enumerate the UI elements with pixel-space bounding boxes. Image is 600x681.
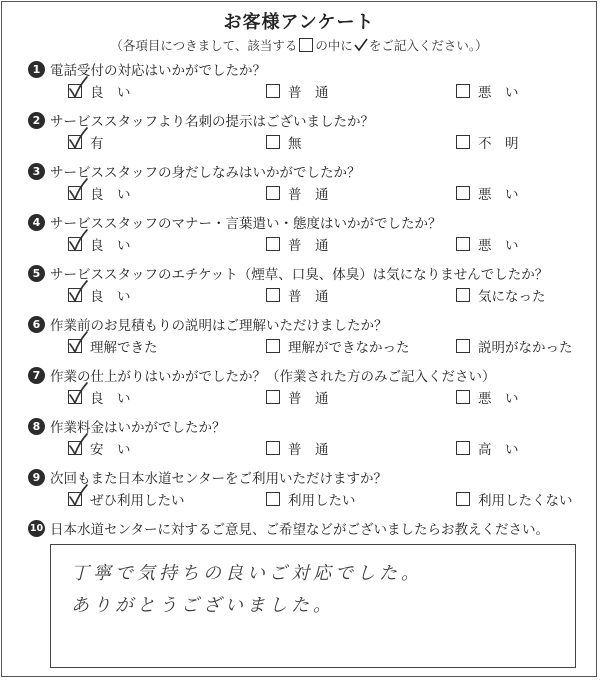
answer-options [28, 334, 588, 356]
handwritten-answer-line-2: ありがとうございました。 [71, 595, 335, 616]
checkmark-icon [67, 484, 89, 508]
option-label: 高 い [478, 442, 519, 458]
answer-options [28, 487, 588, 509]
question-2-line [28, 110, 588, 130]
option-label: 理解ができなかった [288, 340, 410, 356]
answer-options [28, 79, 588, 101]
option-3[interactable] [456, 438, 548, 458]
option-2[interactable] [266, 183, 368, 203]
option-3[interactable] [456, 183, 548, 203]
option-label: 利用したくない [478, 493, 573, 509]
checkbox[interactable] [456, 84, 470, 98]
option-label: 無 [288, 136, 302, 152]
option-1[interactable] [68, 183, 163, 203]
question-7-line [28, 365, 588, 385]
question-5 [28, 263, 588, 305]
option-label: 良 い [90, 187, 131, 203]
checkbox[interactable] [266, 390, 280, 404]
option-label: ぜひ利用したい [90, 493, 185, 509]
answer-options [28, 130, 588, 152]
question-10 [28, 518, 588, 538]
checkbox[interactable] [68, 492, 82, 506]
question-number-badge: 1 [28, 61, 45, 78]
instruction-middle: の中に [315, 38, 353, 53]
option-2[interactable] [266, 438, 368, 458]
checkbox[interactable] [456, 135, 470, 149]
question-text: 電話受付の対応はいかがでしたか？ [50, 63, 266, 79]
checkbox[interactable] [456, 186, 470, 200]
checkbox[interactable] [266, 84, 280, 98]
checkbox[interactable] [68, 186, 82, 200]
checkmark-icon [67, 127, 89, 151]
option-label: 良 い [90, 289, 131, 305]
question-text: サービススタッフより名刺の提示はございましたか？ [50, 114, 374, 130]
question-text: 作業前のお見積もりの説明はご理解いただけましたか？ [50, 318, 388, 334]
option-3[interactable] [456, 285, 548, 305]
checkbox[interactable] [68, 237, 82, 251]
checkbox[interactable] [266, 135, 280, 149]
answer-options [28, 385, 588, 407]
question-number-badge: 4 [28, 214, 45, 231]
option-1[interactable] [68, 387, 163, 407]
checkbox[interactable] [68, 441, 82, 455]
option-1[interactable] [68, 438, 163, 458]
option-2[interactable] [266, 132, 368, 152]
handwritten-answer-line-1: 丁寧で気持ちの良いご対応でした。 [71, 563, 423, 584]
option-label: 良 い [90, 85, 131, 101]
option-1[interactable] [68, 81, 163, 101]
checkbox[interactable] [456, 492, 470, 506]
option-label: 有 [90, 136, 104, 152]
checkbox[interactable] [266, 288, 280, 302]
checkbox[interactable] [456, 237, 470, 251]
option-label: 利用したい [288, 493, 356, 509]
option-label: 悪 い [478, 391, 519, 407]
question-6 [28, 314, 588, 356]
question-2 [28, 110, 588, 152]
option-3[interactable] [456, 489, 573, 509]
checkmark-icon [67, 229, 89, 253]
checkbox[interactable] [68, 288, 82, 302]
question-8 [28, 416, 588, 458]
option-1[interactable] [68, 285, 163, 305]
option-2[interactable] [266, 81, 368, 101]
answer-options [28, 232, 588, 254]
question-text: 作業の仕上がりはいかがでしたか？（作業された方のみご記入ください） [50, 369, 496, 385]
survey-sheet [1, 1, 597, 677]
option-label: 不 明 [478, 136, 519, 152]
option-3[interactable] [456, 234, 548, 254]
option-label: 普 通 [288, 85, 329, 101]
option-3[interactable] [456, 81, 548, 101]
option-label: 悪 い [478, 187, 519, 203]
question-9 [28, 467, 588, 509]
option-2[interactable] [266, 285, 368, 305]
option-label: 説明がなかった [478, 340, 573, 356]
option-label: 悪 い [478, 238, 519, 254]
checkmark-icon [67, 433, 89, 457]
option-1[interactable] [68, 336, 163, 356]
question-3-line [28, 161, 588, 181]
checkbox[interactable] [456, 288, 470, 302]
option-label: 普 通 [288, 442, 329, 458]
checkbox-sample-icon [299, 38, 313, 52]
checkmark-icon [67, 178, 89, 202]
option-2[interactable] [266, 336, 410, 356]
question-number-badge: 7 [28, 367, 45, 384]
checkmark-icon [67, 382, 89, 406]
answer-options [28, 181, 588, 203]
option-3[interactable] [456, 387, 548, 407]
question-1-line [28, 59, 588, 79]
question-7 [28, 365, 588, 407]
question-6-line [28, 314, 588, 334]
question-3 [28, 161, 588, 203]
question-5-line [28, 263, 588, 283]
question-text: 日本水道センターに対するご意見、ご希望などがございましたらお教えください。 [50, 522, 549, 538]
question-text: 次回もまた日本水道センターをご利用いただけますか？ [50, 471, 387, 487]
question-number-badge: 10 [28, 520, 45, 537]
option-label: 安 い [90, 442, 131, 458]
question-1 [28, 59, 588, 101]
option-label: 理解できた [90, 340, 158, 356]
option-label: 普 通 [288, 391, 329, 407]
page-title: お客様アンケート [223, 12, 375, 33]
instruction-before: （各項目につきまして、該当する [110, 38, 298, 53]
option-label: 普 通 [288, 238, 329, 254]
question-text: サービススタッフのエチケット（煙草、口臭、体臭）は気になりませんでしたか？ [50, 267, 549, 283]
question-text: サービススタッフのマナー・言葉遣い・態度はいかがでしたか？ [50, 216, 442, 232]
answer-options [28, 436, 588, 458]
question-10-line [28, 518, 588, 538]
instruction-text [2, 36, 596, 54]
option-1[interactable] [68, 132, 163, 152]
question-4-line [28, 212, 588, 232]
question-number-badge: 6 [28, 316, 45, 333]
answer-options [28, 283, 588, 305]
checkbox[interactable] [266, 186, 280, 200]
option-1[interactable] [68, 489, 185, 509]
checkbox[interactable] [456, 339, 470, 353]
option-2[interactable] [266, 387, 368, 407]
comment-textbox[interactable] [50, 544, 576, 668]
question-number-badge: 9 [28, 469, 45, 486]
question-number-badge: 2 [28, 112, 45, 129]
option-label: 気になった [478, 289, 546, 305]
checkbox[interactable] [266, 492, 280, 506]
checkbox[interactable] [456, 390, 470, 404]
option-label: 普 通 [288, 289, 329, 305]
question-text: 作業料金はいかがでしたか？ [50, 420, 226, 436]
question-8-line [28, 416, 588, 436]
option-2[interactable] [266, 234, 368, 254]
option-label: 良 い [90, 391, 131, 407]
checkbox[interactable] [456, 441, 470, 455]
question-number-badge: 8 [28, 418, 45, 435]
instruction-after: をご記入ください。） [368, 38, 488, 53]
option-1[interactable] [68, 234, 163, 254]
checkbox[interactable] [68, 339, 82, 353]
checkmark-icon [67, 280, 89, 304]
checkbox[interactable] [266, 441, 280, 455]
checkmark-sample-icon [354, 38, 368, 52]
checkbox[interactable] [266, 339, 280, 353]
option-3[interactable] [456, 132, 548, 152]
option-2[interactable] [266, 489, 368, 509]
question-9-line [28, 467, 588, 487]
option-label: 普 通 [288, 187, 329, 203]
option-label: 悪 い [478, 85, 519, 101]
checkbox[interactable] [266, 237, 280, 251]
question-4 [28, 212, 588, 254]
checkmark-icon [67, 331, 89, 355]
checkmark-icon [67, 76, 89, 100]
question-number-badge: 3 [28, 163, 45, 180]
option-3[interactable] [456, 336, 573, 356]
option-label: 良 い [90, 238, 131, 254]
checkbox[interactable] [68, 390, 82, 404]
checkbox[interactable] [68, 135, 82, 149]
checkbox[interactable] [68, 84, 82, 98]
question-text: サービススタッフの身だしなみはいかがでしたか？ [50, 165, 361, 181]
question-number-badge: 5 [28, 265, 45, 282]
